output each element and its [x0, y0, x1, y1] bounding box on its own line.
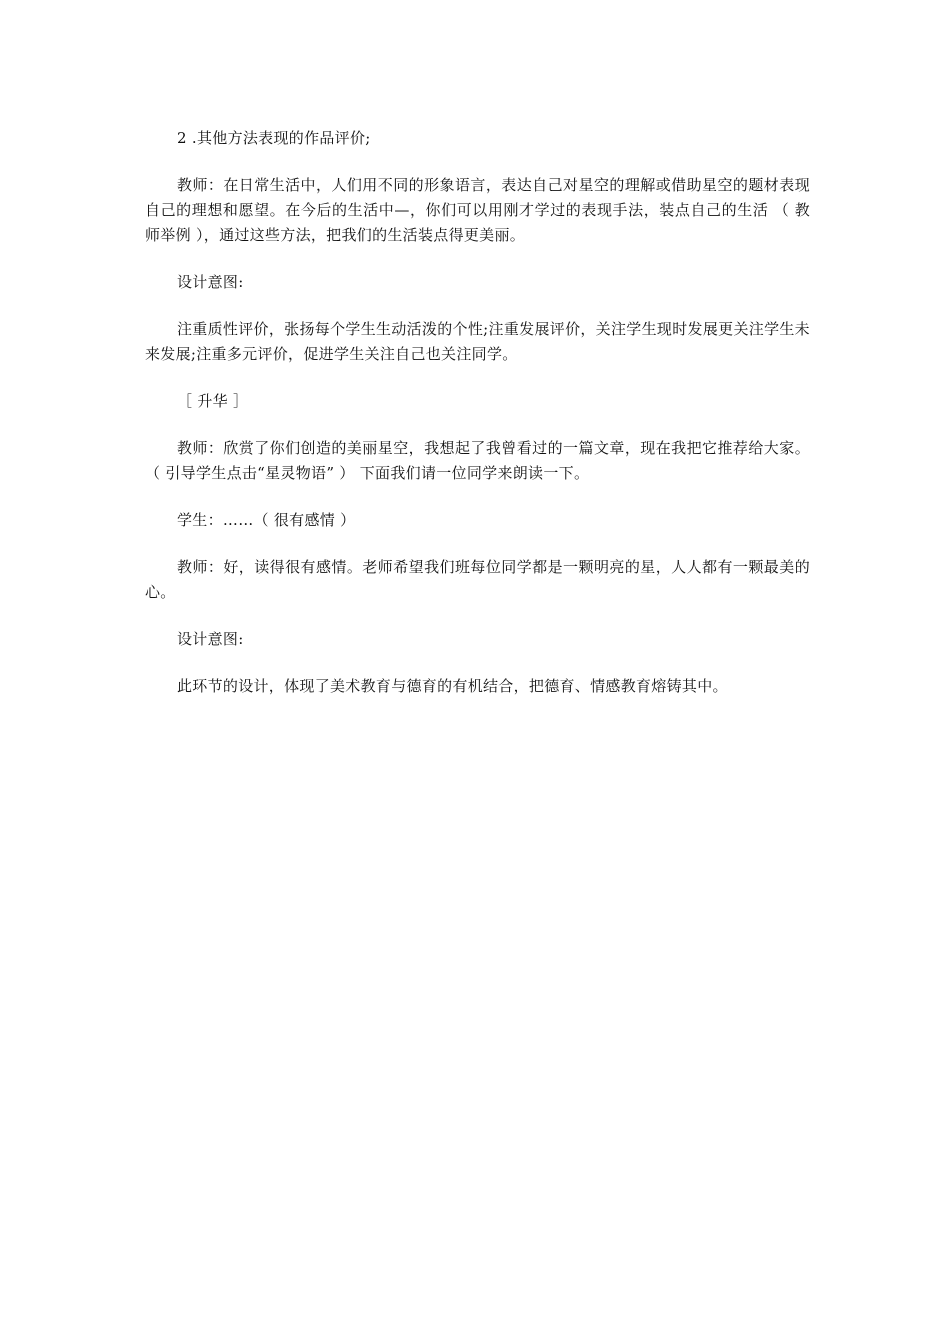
paragraph-teacher-intro: 教师：在日常生活中，人们用不同的形象语言，表达自己对星空的理解或借助星空的题材表现自己的理想和愿望。在今后的生活中—，你们可以用刚才学过的表现手法，装点自己的生活 （ 教师举例 ），通过这些方法，把我们的生活装点得更美丽。 — [145, 176, 810, 244]
document-body — [145, 126, 810, 721]
paragraph-student-reading: 学生：……（ 很有感情 ） — [177, 511, 356, 529]
paragraph-design-intent-moral: 此环节的设计，体现了美术教育与德育的有机结合，把德育、情感教育熔铸其中。 — [177, 677, 728, 695]
paragraph-teacher-praise: 教师：好，读得很有感情。老师希望我们班每位同学都是一颗明亮的星，人人都有一颗最美的心。 — [145, 558, 810, 601]
paragraph-design-intent-label-2: 设计意图: — [177, 630, 244, 648]
paragraph-design-intent-label: 设计意图: — [177, 273, 244, 291]
paragraph-sublimation-heading: ［ 升华 ］ — [177, 392, 249, 410]
paragraph-design-intent-evaluation: 注重质性评价，张扬每个学生生动活泼的个性;注重发展评价，关注学生现时发展更关注学生未来发展;注重多元评价，促进学生关注自己也关注同学。 — [145, 320, 810, 363]
paragraph-section-heading: 2 .其他方法表现的作品评价; — [177, 129, 371, 147]
paragraph-teacher-recommend: 教师：欣赏了你们创造的美丽星空，我想起了我曾看过的一篇文章，现在我把它推荐给大家。 （ 引导学生点击“星灵物语” ） 下面我们请一位同学来朗读一下。 — [145, 439, 810, 482]
